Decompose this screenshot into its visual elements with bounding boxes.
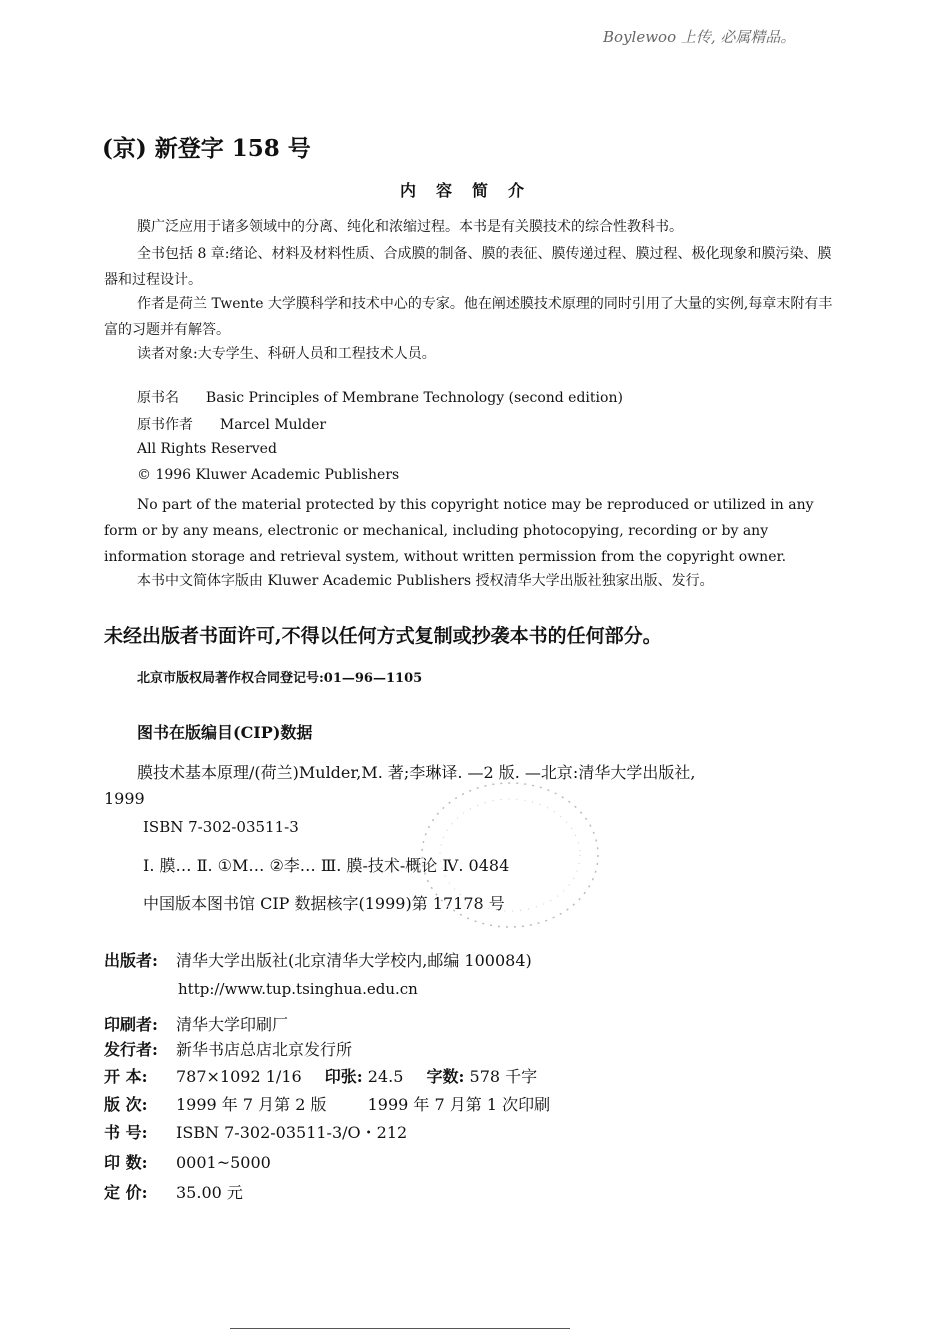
original-author-row [137,414,326,434]
faded-stamp [410,770,610,940]
publisher-row [104,948,532,971]
format: 787×1092 1/16 [176,1067,302,1086]
cip-entry: 膜技术基本原理/(荷兰)Mulder,M. 著;李琳译. —2 版. —北京:清华大学出版社, [137,763,696,782]
original-author-label: 原书作者 [137,417,193,433]
registration-number: (京) 新登字 158 号 [102,135,311,162]
publisher-url: http://www.tup.tsinghua.edu.cn [178,980,418,998]
intro-paragraph: 作者是荷兰 Twente 大学膜科学和技术中心的专家。他在阐述膜技术原理的同时引用了大量的实例,每章末附有丰富的习题并有解答。 [104,296,833,338]
edition: 1999 年 7 月第 2 版 [176,1095,327,1114]
distributor-label: 发行者: [104,1040,158,1059]
price: 35.00 元 [176,1183,243,1202]
sheets: 24.5 [367,1067,404,1086]
price-row [104,1180,243,1203]
license-statement: 本书中文简体字版由 Kluwer Academic Publishers 授权清华大学出版社独家出版、发行。 [137,573,714,589]
format-row [104,1064,537,1087]
intro-paragraph: 膜广泛应用于诸多领域中的分离、纯化和浓缩过程。本书是有关膜技术的综合性教科书。 [137,219,683,235]
cip-isbn: ISBN 7-302-03511-3 [143,818,299,836]
copyright-line: © 1996 Kluwer Academic Publishers [137,467,400,483]
copyright-notice: No part of the material protected by this copyright notice may be reproduced or utilized in any form or by any means, electronic or mechanical, including photocopying, recording or by any information storage and retrieval system, without written permission from the copyright owner. [104,497,814,565]
cip-entry-continued: 1999 [104,789,145,808]
cip-core-number: 中国版本图书馆 CIP 数据核字(1999)第 17178 号 [143,894,505,913]
distributor: 新华书店总店北京发行所 [176,1040,353,1059]
book-number-row [104,1120,407,1143]
publisher-label: 出版者: [104,951,158,970]
sheets-label: 印张: [324,1067,363,1086]
original-title-row [137,387,623,407]
print-run: 0001~5000 [176,1153,271,1172]
bottom-divider [230,1328,570,1329]
cip-heading: 图书在版编目(CIP)数据 [137,723,313,742]
intro-paragraph: 全书包括 8 章:绪论、材料及材料性质、合成膜的制备、膜的表征、膜传递过程、膜过程、极化现象和膜污染、膜器和过程设计。 [104,246,832,288]
words: 578 千字 [469,1067,538,1086]
original-author: Marcel Mulder [219,417,327,433]
printing: 1999 年 7 月第 1 次印刷 [367,1095,551,1114]
distributor-row [104,1037,352,1060]
price-label: 定 价: [104,1183,148,1202]
cip-classification: Ⅰ. 膜… Ⅱ. ①M… ②李… Ⅲ. 膜-技术-概论 Ⅳ. 0484 [143,856,510,875]
contract-registration: 北京市版权局著作权合同登记号:01—96—1105 [137,671,423,686]
book-number: ISBN 7-302-03511-3/O・212 [176,1123,408,1142]
original-title-label: 原书名 [137,390,179,406]
original-title: Basic Principles of Membrane Technology (second edition) [205,390,623,406]
print-run-label: 印 数: [104,1153,148,1172]
print-run-row [104,1150,271,1173]
edition-label: 版 次: [104,1095,148,1114]
intro-heading: 内容简介 [400,181,545,200]
format-label: 开 本: [104,1067,148,1086]
printer-row [104,1012,288,1035]
printer: 清华大学印刷厂 [176,1015,289,1034]
edition-row [104,1092,550,1115]
book-number-label: 书 号: [104,1123,148,1142]
copy-warning: 未经出版者书面许可,不得以任何方式复制或抄袭本书的任何部分。 [104,625,662,647]
publisher: 清华大学出版社(北京清华大学校内,邮编 100084) [176,951,532,970]
all-rights-reserved: All Rights Reserved [137,441,277,457]
watermark-text: Boylewoo 上传, 必属精品。 [603,28,796,46]
printer-label: 印刷者: [104,1015,158,1034]
intro-paragraph: 读者对象:大专学生、科研人员和工程技术人员。 [137,346,436,362]
words-label: 字数: [426,1067,465,1086]
